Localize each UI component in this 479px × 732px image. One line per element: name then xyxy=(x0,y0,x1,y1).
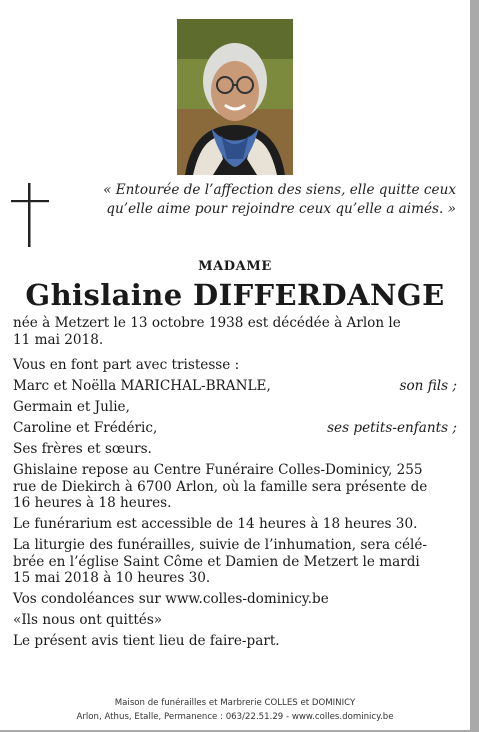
intro-text: Vous en font part avec tristesse : xyxy=(13,357,240,373)
rest-paragraph xyxy=(13,462,457,512)
deceased-name: Ghislaine DIFFERDANGE xyxy=(25,278,445,312)
liturgy-paragraph xyxy=(13,537,457,587)
portrait-photo xyxy=(177,19,293,175)
liturgy-line-2: brée en l’église Saint Côme et Damien de Metzert le mardi xyxy=(13,553,420,570)
family-role: ses petits-enfants ; xyxy=(327,420,457,436)
family-row xyxy=(13,420,457,437)
rest-line-3: 16 heures à 18 heures. xyxy=(13,495,172,511)
liturgy-line-3: 15 mai 2018 à 10 heures 30. xyxy=(13,570,211,586)
family-names: Caroline et Frédéric, xyxy=(13,420,158,436)
siblings-text: Ses frères et sœurs. xyxy=(13,441,152,457)
quote-line-1: « Entourée de l’affection des siens, elle quitte ceux xyxy=(103,182,456,198)
family-role: son fils ; xyxy=(399,378,457,394)
family-row xyxy=(13,378,457,395)
title-madame: MADAME xyxy=(198,259,272,274)
liturgy-line-1: La liturgie des funérailles, suivie de l’inhumation, sera célé- xyxy=(13,537,428,553)
footer-line-2: Arlon, Athus, Etalle, Permanence : 063/22.51.29 - www.colles.dominicy.be xyxy=(76,712,394,722)
footer-line-1: Maison de funérailles et Marbrerie COLLES et DOMINICY xyxy=(114,698,356,708)
quote xyxy=(80,181,456,219)
obituary-body xyxy=(13,315,457,654)
condolences-text: Vos condoléances sur www.colles-dominicy.be xyxy=(13,591,329,607)
rest-line-1: Ghislaine repose au Centre Funéraire Colles-Dominicy, 255 xyxy=(13,462,423,478)
quote-line-2: qu’elle aime pour rejoindre ceux qu’elle a aimés. » xyxy=(106,201,456,217)
notice-text: Le présent avis tient lieu de faire-part. xyxy=(13,633,280,649)
family-names: Marc et Noëlla MARICHAL-BRANLE, xyxy=(13,378,271,394)
funeral-home-footer xyxy=(0,696,470,724)
birth-line-2: 11 mai 2018. xyxy=(13,331,104,348)
funerarium-text: Le funérarium est accessible de 14 heures à 18 heures 30. xyxy=(13,516,418,532)
family-names: Germain et Julie, xyxy=(13,399,130,415)
birth-paragraph xyxy=(13,315,457,348)
rest-line-2: rue de Diekirch à 6700 Arlon, où la famille sera présente de xyxy=(13,478,428,495)
family-row xyxy=(13,399,457,416)
cross-icon xyxy=(11,183,49,247)
birth-line-1: née à Metzert le 13 octobre 1938 est décédée à Arlon le xyxy=(13,315,401,331)
left-us-text: «Ils nous ont quittés» xyxy=(13,612,163,628)
